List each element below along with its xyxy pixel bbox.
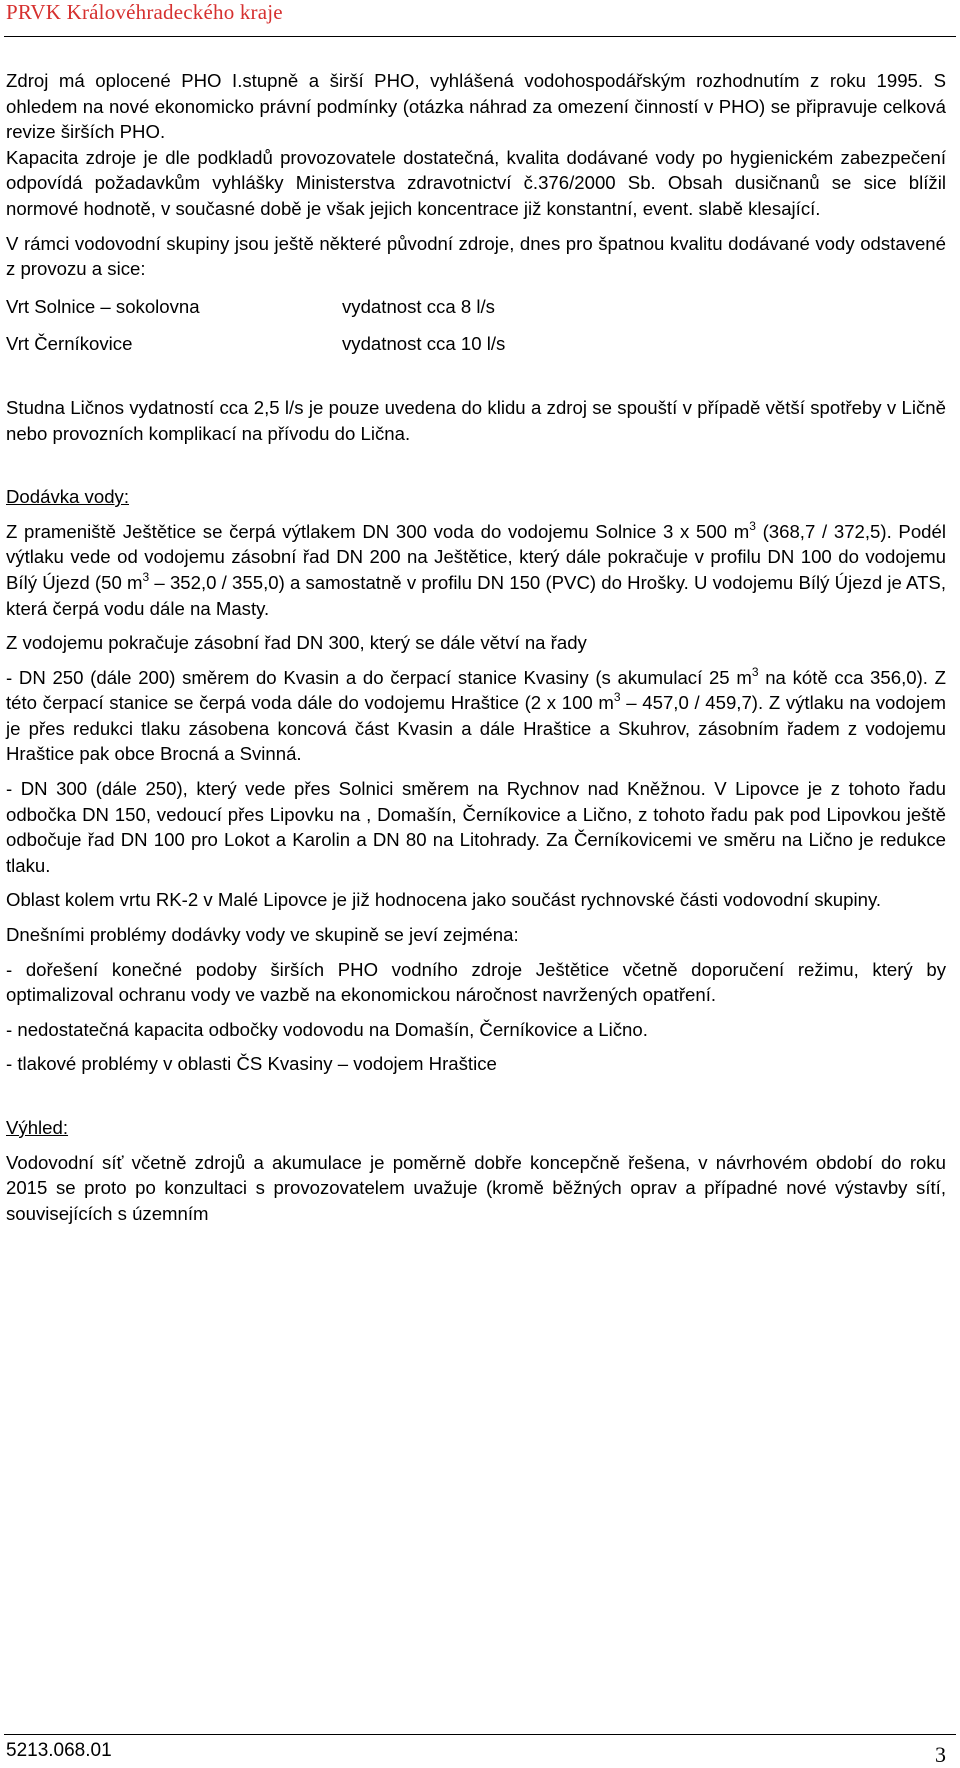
- source-row: [6, 331, 946, 357]
- source-row: [6, 294, 946, 320]
- section-heading-outlook: Výhled:: [6, 1117, 69, 1138]
- paragraph-problem-capacity: - nedostatečná kapacita odbočky vodovodu na Domašín, Černíkovice a Lično.: [6, 1018, 648, 1040]
- paragraph-problem-pho: - dořešení konečné podoby širších PHO vodního zdroje Ještětice včetně doporučení režimu, který by optimalizoval ochranu vody ve vazbě na ekonomickou náročnost navržených opatření.: [6, 958, 946, 1006]
- document-body: [6, 68, 946, 1226]
- paragraph-rk2: Oblast kolem vrtu RK-2 v Malé Lipovce je již hodnocena jako součást rychnovské části vodovodní skupiny.: [6, 889, 882, 911]
- header-divider: [4, 36, 956, 37]
- source-yield: vydatnost cca 10 l/s: [342, 333, 506, 355]
- source-name: Vrt Černíkovice: [6, 333, 133, 355]
- page-number: 3: [935, 1742, 946, 1767]
- footer-divider: [4, 1734, 956, 1735]
- paragraph-dn250: - DN 250 (dále 200) směrem do Kvasin a do čerpací stanice Kvasiny (s akumulací 25 $m^3$ na kótě cca 356,0). Z této čerpací stanice se čerpá voda dále do vodojemu Hraštice (2 x 100 $m^3 - 457,0 / 459,7$). Z výtlaku na vodojem je přes redukci tlaku zásobena koncová část Kvasin a dále Hraštice a Skuhrov, zásobním řadem z vodojemu Hraštice pak obce Brocná a Svinná.: [6, 664, 947, 765]
- paragraph-pho: Zdroj má oplocené PHO I.stupně a širší PHO, vyhlášená vodohospodářským rozhodnutím z roku 1995. S ohledem na nové ekonomicko právní podmínky (otázka náhrad za omezení činností v PHO) se připravuje celková revize širších PHO.: [6, 70, 946, 143]
- document-header-title: PRVK Královéhradeckého kraje: [6, 0, 283, 24]
- source-yield: vydatnost cca 8 l/s: [342, 295, 495, 317]
- paragraph-supply-route: Z prameniště Ještětice se čerpá výtlakem DN 300 voda do vodojemu Solnice 3 x 500 $m^3$ (368,7 / 372,5). Podél výtlaku vede od vodojemu zásobní řad DN 200 na Ještětice, který dále pokračuje v profilu DN 100 do vodojemu Bílý Újezd (50 $m^3 - 352,0 / 355,0$) a samostatně v profilu DN 150 (PVC) do Hrošky. U vodojemu Bílý Újezd je ATS, která čerpá vodu dále na Masty.: [6, 518, 946, 619]
- paragraph-problem-pressure: - tlakové problémy v oblasti ČS Kvasiny – vodojem Hraštice: [6, 1053, 497, 1075]
- paragraph-original-sources: V rámci vodovodní skupiny jsou ještě některé původní zdroje, dnes pro špatnou kvalitu dodávané vody odstavené z provozu a sice:: [6, 232, 946, 280]
- paragraph-capacity: Kapacita zdroje je dle podkladů provozovatele dostatečná, kvalita dodávané vody po hygienickém zabezpečení odpovídá požadavkům vyhlášky Ministerstva zdravotnictví č.376/2000 Sb. Obsah dusičnanů se sice blížil normové hodnotě, v současné době je však jejich koncentrace již konstantní, event. slabě klesající.: [6, 146, 946, 219]
- paragraph-well-licno: Studna Ličnos vydatností cca 2,5 l/s je pouze uvedena do klidu a zdroj se spouští v případě větší spotřeby v Ličně nebo provozních komplikací na přívodu do Lična.: [6, 396, 946, 444]
- paragraph-branching: Z vodojemu pokračuje zásobní řad DN 300, který se dále větví na řady: [6, 632, 587, 654]
- source-name: Vrt Solnice – sokolovna: [6, 295, 200, 317]
- paragraph-outlook: Vodovodní síť včetně zdrojů a akumulace je poměrně dobře koncepčně řešena, v návrhovém období do roku 2015 se proto po konzultaci s provozovatelem uvažuje (kromě běžných oprav a případné nové výstavby sítí, souvisejících s územním: [6, 1151, 946, 1224]
- page-footer: [0, 1734, 960, 1766]
- section-heading-water-supply: Dodávka vody:: [6, 486, 129, 508]
- paragraph-dn300: - DN 300 (dále 250), který vede přes Solnici směrem na Rychnov nad Kněžnou. V Lipovce je z tohoto řadu odbočka DN 150, vedoucí přes Lipovku na , Domašín, Černíkovice a Lično, z tohoto řadu pak pod Lipovkou ještě odbočuje řad DN 100 pro Lokot a Karolin a DN 80 na Litohrady. Za Černíkovicemi ve směru na Lično je redukce tlaku.: [6, 778, 946, 876]
- document-code: 5213.068.01: [6, 1740, 112, 1761]
- paragraph-problems-intro: Dnešními problémy dodávky vody ve skupině se jeví zejména:: [6, 924, 519, 946]
